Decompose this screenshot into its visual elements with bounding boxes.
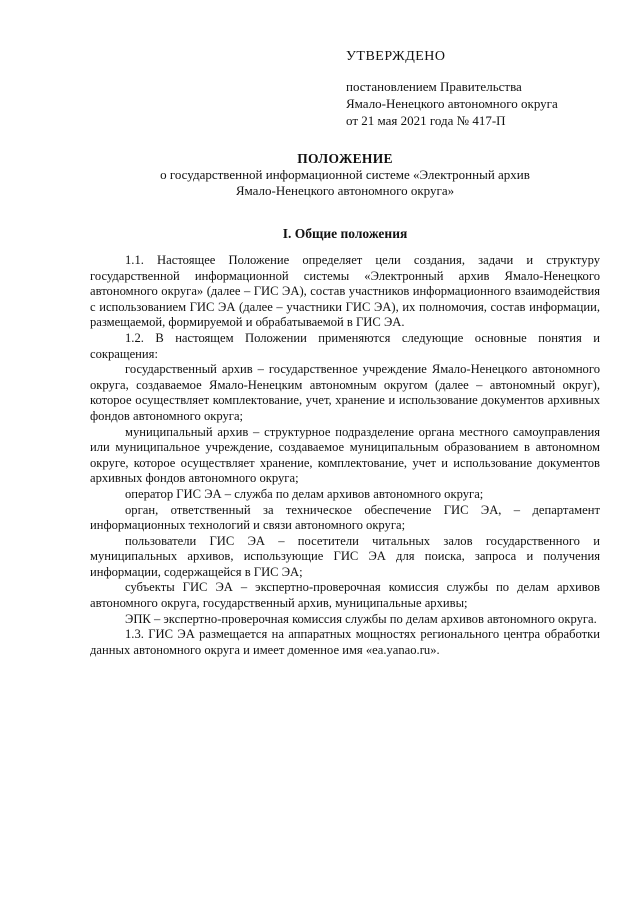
paragraph: муниципальный архив – структурное подразделение органа местного самоуправления или муниципальное учреждение, создаваемое муниципальным образованием в автономном округе, которое осуществляет хранение, комплектование, учет и использование документов архивных фондов автономного округа;: [90, 424, 600, 486]
paragraph: 1.1. Настоящее Положение определяет цели создания, задачи и структуру государственной информационной системы «Электронный архив Ямало-Ненецкого автономного округа» (далее – ГИС ЭА), состав участников информационного взаимодействия с использованием ГИС ЭА (далее – участники ГИС ЭА), их полномочия, состав информации, размещаемой, формируемой и обрабатываемой в ГИС ЭА.: [90, 253, 600, 330]
document-subtitle-line-2: Ямало-Ненецкого автономного округа»: [235, 183, 455, 198]
approval-stamp: УТВЕРЖДЕНО: [346, 49, 446, 64]
paragraph: ЭПК – экспертно-проверочная комиссия службы по делам архивов автономного округа.: [125, 611, 597, 626]
paragraph: орган, ответственный за техническое обеспечение ГИС ЭА, – департамент информационных технологий и связи автономного округа;: [90, 502, 600, 533]
paragraph: государственный архив – государственное учреждение Ямало-Ненецкого автономного округа, создаваемое Ямало-Ненецким автономным округом (далее – автономный округ), которое осуществляет комплектование, учет, хранение и использование документов архивных фондов автономного округа;: [90, 362, 600, 423]
paragraph: пользователи ГИС ЭА – посетители читальных залов государственного и муниципальных архивов, использующие ГИС ЭА для поиска, запроса и получения информации, содержащейся в ГИС ЭА;: [90, 533, 600, 579]
approval-line-3: от 21 мая 2021 года № 417-П: [346, 113, 506, 128]
approval-line-1: постановлением Правительства: [346, 79, 522, 94]
document-title-block: [90, 151, 600, 199]
paragraph: 1.3. ГИС ЭА размещается на аппаратных мощностях регионального центра обработки данных автономного округа и имеет доменное имя «ea.yanao.ru».: [90, 627, 600, 657]
approval-block: [346, 48, 616, 129]
document-title: ПОЛОЖЕНИЕ: [297, 151, 393, 166]
paragraph: оператор ГИС ЭА – служба по делам архивов автономного округа;: [125, 486, 484, 501]
paragraph: субъекты ГИС ЭА – экспертно-проверочная комиссия службы по делам архивов автономного округа, государственный архив, муниципальные архивы;: [90, 580, 600, 611]
document-body: [90, 253, 600, 658]
document-subtitle-line-1: о государственной информационной системе «Электронный архив: [160, 167, 530, 182]
paragraph: 1.2. В настоящем Положении применяются следующие основные понятия и сокращения:: [90, 330, 600, 361]
section-heading: I. Общие положения: [282, 226, 408, 241]
approval-line-2: Ямало-Ненецкого автономного округа: [346, 96, 558, 111]
